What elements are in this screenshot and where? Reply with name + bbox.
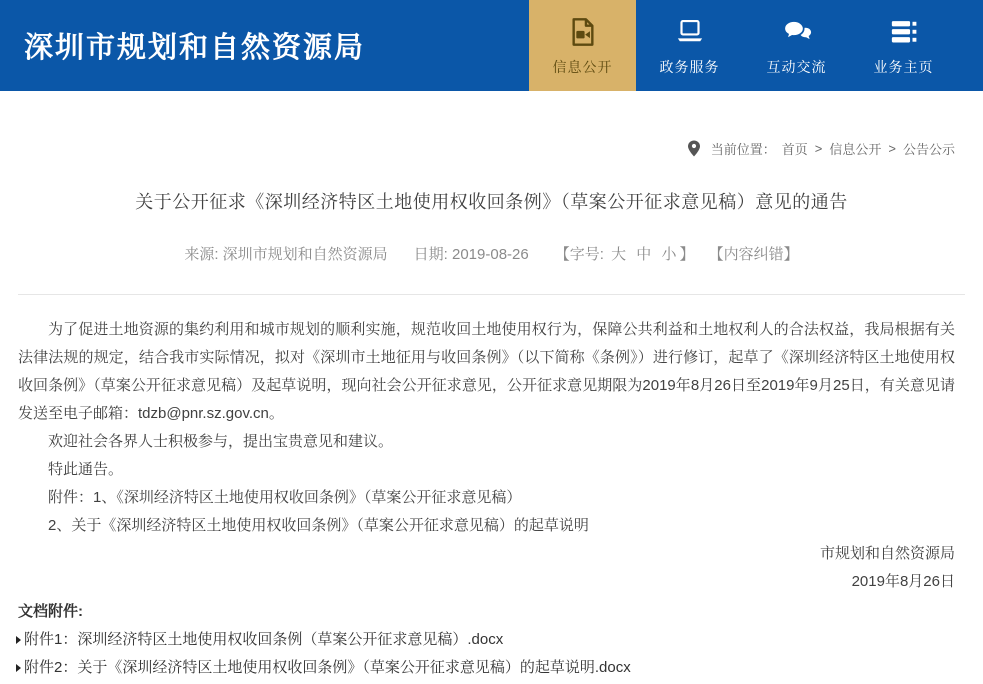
fontsize-label-end: 】 — [679, 246, 695, 263]
article-body — [0, 316, 983, 596]
video-document-icon — [567, 13, 599, 51]
content-divider — [18, 294, 965, 295]
fontsize-large-button[interactable]: 大 — [611, 246, 627, 263]
breadcrumb-item-info-disclosure[interactable]: 信息公开 — [829, 141, 882, 157]
signature-agency: 市规划和自然资源局 — [819, 545, 955, 562]
meta-date: 日期: 2019-08-26 — [413, 246, 529, 263]
tab-gov-services[interactable] — [636, 0, 743, 91]
attachments-label: 文档附件: — [18, 603, 83, 620]
main-nav — [529, 0, 957, 91]
breadcrumb-label: 当前位置： — [710, 141, 776, 157]
article-meta — [0, 243, 983, 264]
body-paragraph: 欢迎社会各界人士积极参与，提出宝贵意见和建议。 — [48, 433, 394, 450]
page-title: 关于公开征求《深圳经济特区土地使用权收回条例》（草案公开征求意见稿）意见的通告 — [135, 192, 848, 212]
body-paragraph: 2、关于《深圳经济特区土地使用权收回条例》（草案公开征求意见稿）的起草说明 — [48, 517, 589, 534]
breadcrumb — [0, 138, 983, 158]
tab-info-disclosure[interactable] — [529, 0, 636, 91]
content-correction-button[interactable]: 【内容纠错】 — [708, 246, 799, 263]
laptop-icon — [673, 13, 707, 51]
tab-label: 互动交流 — [766, 59, 827, 75]
fontsize-label: 【字号: — [554, 246, 604, 263]
server-stack-icon — [887, 13, 921, 51]
site-header — [0, 0, 983, 91]
attachment-link-1[interactable] — [16, 626, 955, 654]
body-paragraph: 附件：1、《深圳经济特区土地使用权收回条例》（草案公开征求意见稿） — [48, 489, 522, 506]
tab-label: 业务主页 — [873, 59, 934, 75]
fontsize-medium-button[interactable]: 中 — [636, 246, 652, 263]
body-paragraph: 为了促进土地资源的集约利用和城市规划的顺利实施，规范收回土地使用权行为，保障公共利益和土地权利人的合法权益，我局根据有关法律法规的规定，结合我市实际情况，拟对《深圳市土地征用与收回条例》（以下简称《条例》）进行修订，起草了《深圳经济特区土地使用权收回条例》（草案公开征求意见稿）及起草说明，现向社会公开征求意见，公开征求意见期限为2019年8月26日至2019年9月25日，有关意见请发送至电子邮箱：tdzb@pnr.sz.gov.cn。 — [18, 321, 955, 422]
triangle-bullet-icon — [16, 636, 21, 644]
attachment-filename[interactable]: 附件2：关于《深圳经济特区土地使用权收回条例》（草案公开征求意见稿）的起草说明.docx — [24, 659, 631, 676]
triangle-bullet-icon — [16, 664, 21, 672]
tab-label: 信息公开 — [552, 59, 613, 75]
attachments-section — [0, 598, 983, 682]
attachment-filename[interactable]: 附件1：深圳经济特区土地使用权收回条例（草案公开征求意见稿）.docx — [24, 631, 504, 648]
tab-interaction[interactable] — [743, 0, 850, 91]
breadcrumb-separator: > — [814, 140, 823, 156]
attachment-link-2[interactable] — [16, 654, 955, 682]
signature-date: 2019年8月26日 — [851, 573, 955, 590]
chat-bubbles-icon — [780, 13, 814, 51]
tab-business-home[interactable] — [850, 0, 957, 91]
article — [0, 188, 983, 682]
breadcrumb-item-announcements[interactable]: 公告公示 — [902, 141, 955, 157]
tab-label: 政务服务 — [659, 59, 720, 75]
breadcrumb-separator: > — [888, 140, 896, 156]
meta-source: 来源: 深圳市规划和自然资源局 — [184, 246, 388, 263]
breadcrumb-item-home[interactable]: 首页 — [781, 141, 808, 157]
site-logo-title[interactable]: 深圳市规划和自然资源局 — [24, 32, 366, 64]
body-paragraph: 特此通告。 — [48, 461, 124, 478]
fontsize-small-button[interactable]: 小 — [661, 246, 677, 263]
location-pin-icon — [687, 140, 701, 157]
